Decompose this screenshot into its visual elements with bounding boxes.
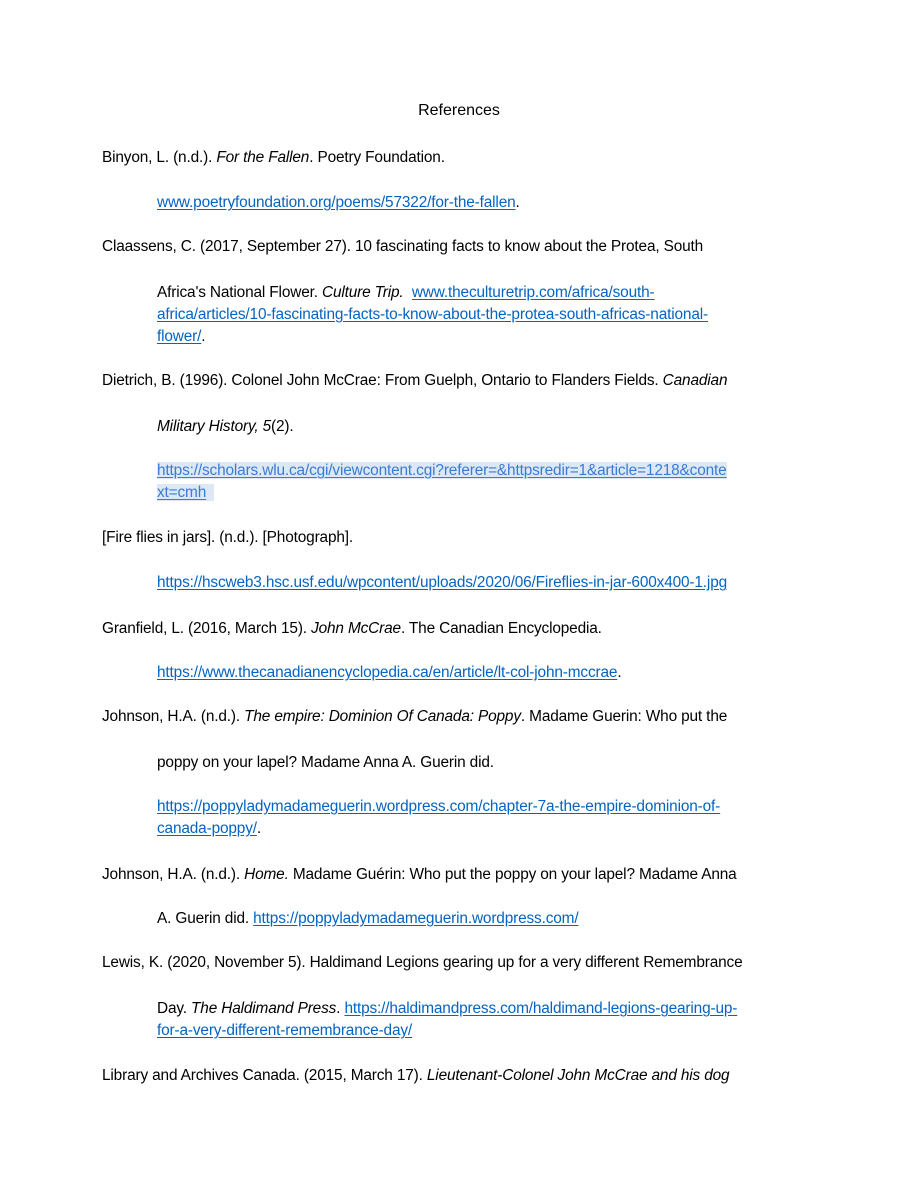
ref-title: The Haldimand Press bbox=[191, 1000, 337, 1017]
ref-text: . bbox=[336, 1000, 345, 1017]
ref-text: Granfield, L. (2016, March 15). bbox=[102, 620, 312, 637]
ref-text: Binyon, L. (n.d.). bbox=[102, 149, 217, 166]
reference-lewis-line2 bbox=[157, 1000, 737, 1018]
link-poppylady-chapter[interactable]: https://poppyladymadameguerin.wordpress.com/chapter-7a-the-empire-dominion-of- bbox=[157, 798, 721, 815]
ref-title: Lieutenant-Colonel John McCrae and his dog bbox=[426, 1067, 730, 1084]
link-canadianencyclopedia[interactable]: https://www.thecanadianencyclopedia.ca/en/article/lt-col-john-mccrae bbox=[157, 664, 618, 681]
reference-granfield-url-line bbox=[157, 664, 621, 682]
reference-fireflies-line1: [Fire flies in jars]. (n.d.). [Photograph]. bbox=[102, 529, 354, 546]
ref-text: Madame Guérin: Who put the poppy on your lapel? Madame Anna bbox=[288, 866, 737, 883]
ref-text: . Poetry Foundation. bbox=[309, 149, 445, 166]
reference-johnson-poppy-line2: poppy on your lapel? Madame Anna A. Guerin did. bbox=[157, 754, 494, 771]
ref-title: The empire: Dominion Of Canada: Poppy bbox=[244, 708, 521, 725]
ref-text: Johnson, H.A. (n.d.). bbox=[102, 708, 245, 725]
link-haldimandpress-cont[interactable]: for-a-very-different-remembrance-day/ bbox=[157, 1022, 413, 1039]
ref-text: . bbox=[256, 820, 262, 837]
ref-title: Home. bbox=[244, 866, 289, 883]
reference-claassens-line4 bbox=[157, 328, 205, 346]
reference-lac-line1 bbox=[102, 1067, 729, 1085]
ref-text: Library and Archives Canada. (2015, March 17). bbox=[102, 1067, 427, 1084]
ref-text: A. Guerin did. bbox=[157, 910, 254, 927]
ref-text: Dietrich, B. (1996). Colonel John McCrae: From Guelph, Ontario to Flanders Fields. bbox=[102, 372, 663, 389]
link-hscweb3[interactable]: https://hscweb3.hsc.usf.edu/wpcontent/uploads/2020/06/Fireflies-in-jar-600x400-1.jpg bbox=[157, 574, 728, 591]
link-theculturetrip[interactable]: www.theculturetrip.com/africa/south- bbox=[411, 284, 655, 301]
ref-text: . bbox=[617, 664, 622, 681]
ref-text: Day. bbox=[157, 1000, 192, 1017]
ref-title: Military History, 5 bbox=[157, 418, 272, 435]
reference-johnson-home-line2 bbox=[157, 910, 578, 928]
ref-title: Culture Trip. bbox=[321, 284, 404, 301]
ref-text: . The Canadian Encyclopedia. bbox=[400, 620, 602, 637]
ref-text: Johnson, H.A. (n.d.). bbox=[102, 866, 245, 883]
link-scholars-wlu-cont[interactable]: xt=cmh bbox=[157, 484, 214, 501]
ref-text: . Madame Guerin: Who put the bbox=[520, 708, 728, 725]
reference-johnson-poppy-line1 bbox=[102, 708, 727, 726]
reference-dietrich-line1 bbox=[102, 372, 727, 390]
reference-binyon-url-line bbox=[157, 194, 520, 212]
reference-johnson-poppy-url-line1 bbox=[157, 798, 720, 816]
link-theculturetrip-cont[interactable]: africa/articles/10-fascinating-facts-to-know-about-the-protea-south-africas-national- bbox=[157, 306, 708, 323]
reference-claassens-line3 bbox=[157, 306, 708, 324]
ref-title: Canadian bbox=[662, 372, 728, 389]
reference-lewis-line1: Lewis, K. (2020, November 5). Haldimand Legions gearing up for a very different Remembrance bbox=[102, 954, 743, 971]
reference-binyon-line1 bbox=[102, 149, 445, 167]
reference-claassens-line1: Claassens, C. (2017, September 27). 10 fascinating facts to know about the Protea, South bbox=[102, 238, 704, 255]
reference-dietrich-url-line2 bbox=[157, 484, 214, 502]
reference-granfield-line1 bbox=[102, 620, 602, 638]
ref-text: Africa's National Flower. bbox=[157, 284, 322, 301]
reference-fireflies-url-line bbox=[157, 574, 727, 592]
ref-title: For the Fallen bbox=[216, 149, 310, 166]
ref-text: (2). bbox=[271, 418, 294, 435]
reference-claassens-line2 bbox=[157, 284, 655, 302]
ref-title: John McCrae bbox=[311, 620, 401, 637]
reference-dietrich-url-line1 bbox=[157, 462, 727, 480]
page-title: References bbox=[418, 102, 500, 119]
reference-johnson-poppy-url-line2 bbox=[157, 820, 261, 838]
reference-johnson-home-line1 bbox=[102, 866, 737, 884]
ref-text bbox=[404, 284, 412, 301]
ref-text: . bbox=[515, 194, 520, 211]
reference-dietrich-line2 bbox=[157, 418, 294, 436]
reference-lewis-line3 bbox=[157, 1022, 412, 1040]
link-poetryfoundation[interactable]: www.poetryfoundation.org/poems/57322/for-the-fallen bbox=[157, 194, 516, 211]
link-theculturetrip-end[interactable]: flower/ bbox=[157, 328, 202, 345]
link-poppylady-home[interactable]: https://poppyladymadameguerin.wordpress.com/ bbox=[253, 910, 579, 927]
link-poppylady-chapter-cont[interactable]: canada-poppy/ bbox=[157, 820, 257, 837]
link-scholars-wlu[interactable]: https://scholars.wlu.ca/cgi/viewcontent.cgi?referer=&httpsredir=1&article=1218&conte bbox=[157, 462, 727, 479]
ref-text: . bbox=[201, 328, 206, 345]
link-haldimandpress[interactable]: https://haldimandpress.com/haldimand-legions-gearing-up- bbox=[344, 1000, 738, 1017]
